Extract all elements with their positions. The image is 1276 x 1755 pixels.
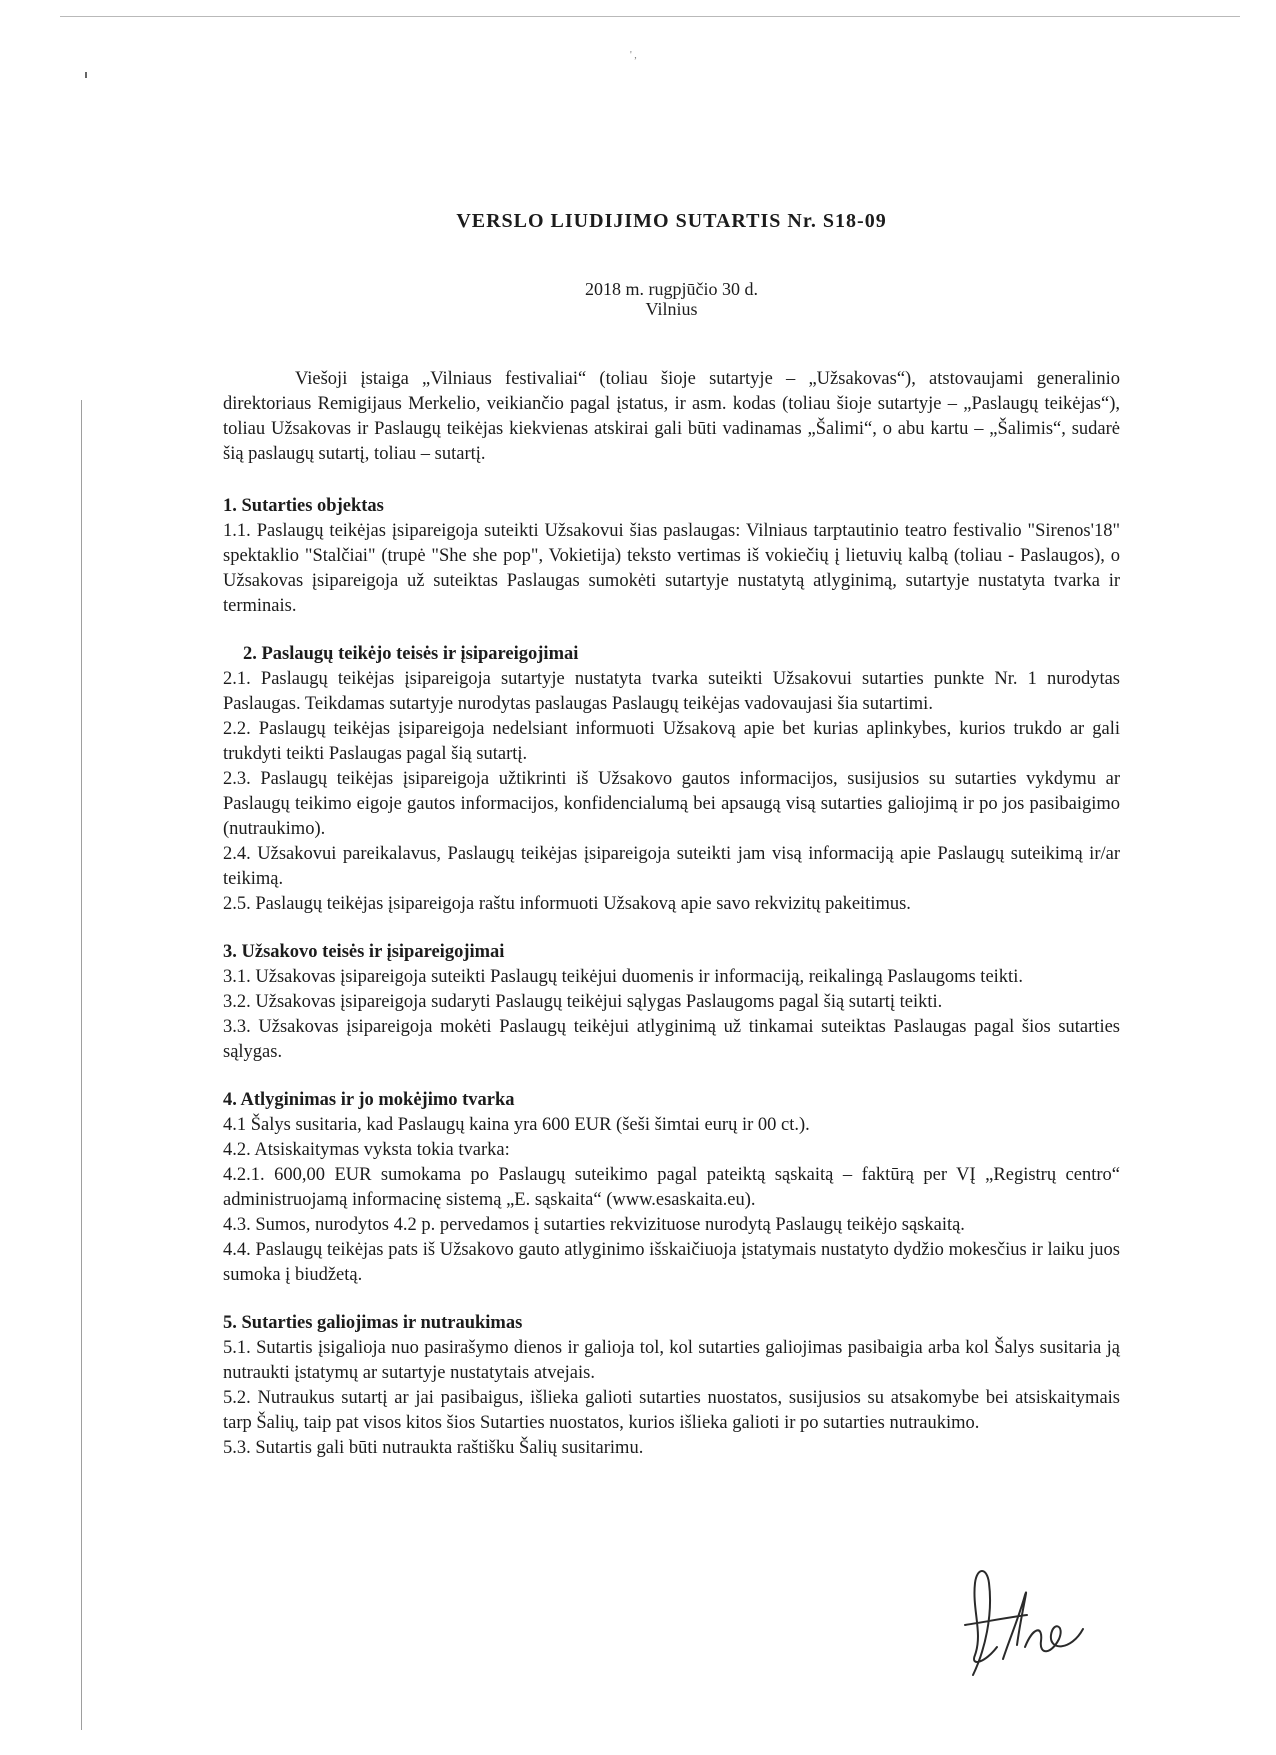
handwritten-signature [955, 1555, 1105, 1685]
scan-mark: ' , [630, 50, 637, 61]
section-heading: 4. Atlyginimas ir jo mokėjimo tvarka [223, 1090, 515, 1110]
clause: 4.2. Atsiskaitymas vyksta tokia tvarka: [223, 1140, 510, 1160]
clause: 5.3. Sutartis gali būti nutraukta raštišku Šalių susitarimu. [223, 1438, 644, 1458]
section-heading: 5. Sutarties galiojimas ir nutraukimas [223, 1313, 523, 1333]
clause: 2.3. Paslaugų teikėjas įsipareigoja užtikrinti iš Užsakovo gautos informacijos, susijusios su sutarties vykdymu ar Paslaugų teikimo eigoje gautos informacijos, konfidencialumą bei apsaugą visą sutarties galiojimą ir po jos pasibaigimo (nutraukimo). [223, 769, 1120, 839]
clause: 4.4. Paslaugų teikėjas pats iš Užsakovo gauto atlyginimo išskaičiuoja įstatymais nustatyto dydžio mokesčius ir laiku juos sumoka į biudžetą. [223, 1240, 1120, 1285]
scan-edge-left [81, 400, 82, 1730]
clause: 5.1. Sutartis įsigalioja nuo pasirašymo dienos ir galioja tol, kol sutarties galiojimas pasibaigia arba kol Šalys susitaria ją nutraukti įstatymų ar sutartyje nustatytais atvejais. [223, 1338, 1120, 1383]
clause: 4.1 Šalys susitaria, kad Paslaugų kaina yra 600 EUR (šeši šimtai eurų ir 00 ct.). [223, 1115, 810, 1135]
clause: 4.2.1. 600,00 EUR sumokama po Paslaugų suteikimo pagal pateiktą sąskaitą – faktūrą per VĮ „Registrų centro“ administruojamą informacinę sistemą „E. sąskaita“ (www.esaskaita.eu). [223, 1165, 1120, 1210]
clause: 2.5. Paslaugų teikėjas įsipareigoja raštu informuoti Užsakovą apie savo rekvizitų pakeitimus. [223, 894, 911, 914]
clause: 3.3. Užsakovas įsipareigoja mokėti Paslaugų teikėjui atlyginimą už tinkamai suteiktas Paslaugas pagal šios sutarties sąlygas. [223, 1017, 1120, 1062]
document-title: VERSLO LIUDIJIMO SUTARTIS Nr. S18-09 [456, 210, 887, 232]
scan-speck [85, 72, 87, 78]
scan-edge-top [60, 16, 1240, 17]
clause: 1.1. Paslaugų teikėjas įsipareigoja suteikti Užsakovui šias paslaugas: Vilniaus tarptautinio teatro festivalio "Sirenos'18" spektaklio "Stalčiai" (trupė "She she pop", Vokietija) teksto vertimas iš vokiečių į lietuvių kalbą (toliau - Paslaugos), o Užsakovas įsipareigoja už suteiktas Paslaugas sumokėti sutartyje nustatytą atlyginimą, sutartyje nustatyta tvarka ir terminais. [223, 521, 1120, 616]
clause: 2.2. Paslaugų teikėjas įsipareigoja nedelsiant informuoti Užsakovą apie bet kurias aplinkybes, kurios trukdo ar gali trukdyti teikti Paslaugas pagal šią sutartį. [223, 719, 1120, 764]
clause: 3.1. Užsakovas įsipareigoja suteikti Paslaugų teikėjui duomenis ir informaciją, reikalingą Paslaugoms teikti. [223, 967, 1023, 987]
clause: 2.1. Paslaugų teikėjas įsipareigoja sutartyje nustatyta tvarka suteikti Užsakovui sutarties punkte Nr. 1 nurodytas Paslaugas. Teikdamas sutartyje nurodytas paslaugas Paslaugų teikėjas vadovaujasi šia sutartimi. [223, 669, 1120, 714]
contract-document [223, 210, 1120, 1461]
clause: 5.2. Nutraukus sutartį ar jai pasibaigus, išlieka galioti sutarties nuostatos, susijusios su atsakomybe bei atsiskaitymais tarp Šalių, taip pat visos kitos šios Sutarties nuostatos, kurios išlieka galioti ir po sutarties nutraukimo. [223, 1388, 1120, 1433]
document-date-place [223, 279, 1120, 319]
clause: 3.2. Užsakovas įsipareigoja sudaryti Paslaugų teikėjui sąlygas Paslaugoms pagal šią sutartį teikti. [223, 992, 943, 1012]
intro-paragraph: Viešoji įstaiga „Vilniaus festivaliai“ (toliau šioje sutartyje – „Užsakovas“), atstovaujami generalinio direktoriaus Remigijaus Merkelio, veikiančio pagal įstatus, ir asm. kodas (toliau šioje sutartyje – „Paslaugų teikėjas“), toliau Užsakovas ir Paslaugų teikėjas kiekvienas atskirai gali būti vadinamas „Šalimi“, o abu kartu – „Šalimis“, sudarė šią paslaugų sutartį, toliau – sutartį. [223, 369, 1120, 464]
section-heading: 3. Užsakovo teisės ir įsipareigojimai [223, 942, 505, 962]
document-place: Vilnius [645, 299, 698, 319]
clause: 2.4. Užsakovui pareikalavus, Paslaugų teikėjas įsipareigoja suteikti jam visą informaciją apie Paslaugų suteikimą ir/ar teikimą. [223, 844, 1120, 889]
document-date: 2018 m. rugpjūčio 30 d. [585, 279, 758, 299]
clause: 4.3. Sumos, nurodytos 4.2 p. pervedamos į sutarties rekvizituose nurodytą Paslaugų teikėjo sąskaitą. [223, 1215, 965, 1235]
section-heading: 2. Paslaugų teikėjo teisės ir įsipareigojimai [243, 644, 579, 664]
section-heading: 1. Sutarties objektas [223, 496, 384, 516]
